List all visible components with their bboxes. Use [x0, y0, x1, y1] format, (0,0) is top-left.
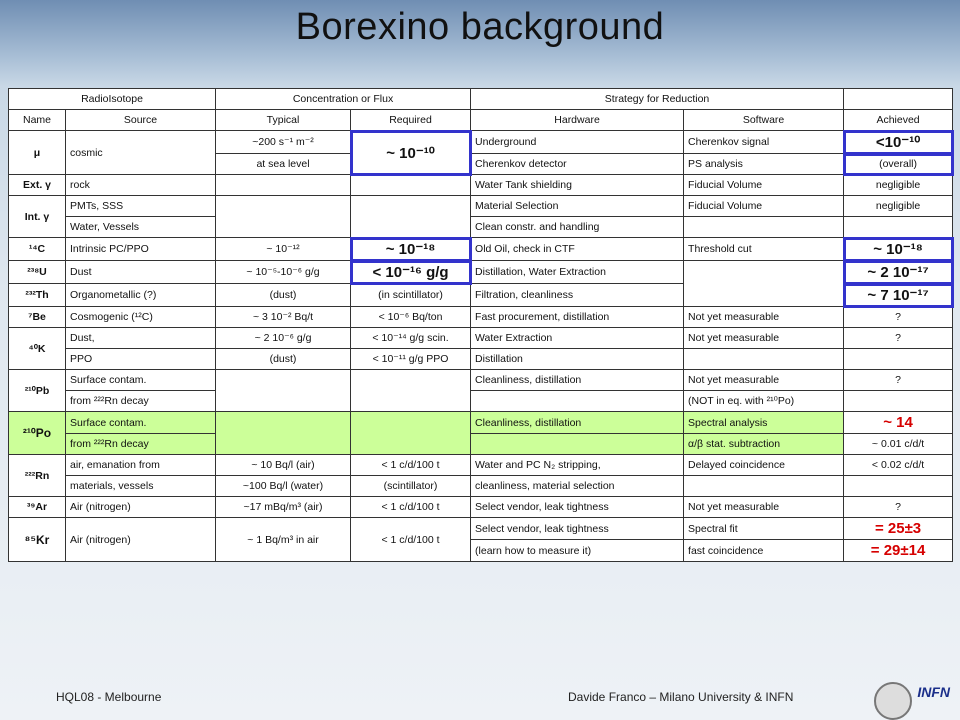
- hardware-cell: Water Extraction: [471, 328, 684, 349]
- typical-cell: at sea level: [216, 154, 351, 175]
- source-cell: PMTs, SSS: [66, 196, 216, 217]
- table-row-kr85: [9, 518, 953, 540]
- required-cell: < 1 c/d/100 t: [351, 497, 471, 518]
- hardware-cell: Water Tank shielding: [471, 175, 684, 196]
- software-cell: Not yet measurable: [684, 307, 844, 328]
- hardware-cell: Filtration, cleanliness: [471, 284, 684, 307]
- achieved-cell: ?: [844, 497, 953, 518]
- typical-cell: ~17 mBq/m³ (air): [216, 497, 351, 518]
- isotope-name: ⁸⁵Kr: [9, 518, 66, 562]
- hardware-cell: Clean constr. and handling: [471, 217, 684, 238]
- achieved-cell: ~ 2 10⁻¹⁷: [844, 261, 953, 284]
- required-cell: < 10⁻¹⁶ g/g: [351, 261, 471, 284]
- software-cell: Not yet measurable: [684, 328, 844, 349]
- software-cell: Fiducial Volume: [684, 196, 844, 217]
- software-cell: Delayed coincidence: [684, 455, 844, 476]
- hardware-cell: Old Oil, check in CTF: [471, 238, 684, 261]
- isotope-name: ⁷Be: [9, 307, 66, 328]
- software-header: Software: [684, 110, 844, 131]
- software-cell: Threshold cut: [684, 238, 844, 261]
- achieved-cell: < 0.02 c/d/t: [844, 455, 953, 476]
- hardware-cell: Material Selection: [471, 196, 684, 217]
- isotope-name: μ: [9, 131, 66, 175]
- required-cell: (scintillator): [351, 476, 471, 497]
- table-row: [9, 455, 953, 476]
- empty-header-cell: [844, 89, 953, 110]
- achieved-cell: ?: [844, 328, 953, 349]
- source-cell: rock: [66, 175, 216, 196]
- hardware-cell: Fast procurement, distillation: [471, 307, 684, 328]
- achieved-cell: ?: [844, 307, 953, 328]
- isotope-name: ²¹⁰Pb: [9, 370, 66, 412]
- source-header: Source: [66, 110, 216, 131]
- slide-title: Borexino background: [295, 6, 665, 48]
- hardware-header: Hardware: [471, 110, 684, 131]
- table-row-po210: [9, 412, 953, 434]
- concentration-header: Concentration or Flux: [216, 89, 471, 110]
- table-row: [9, 196, 953, 217]
- achieved-cell: ~ 7 10⁻¹⁷: [844, 284, 953, 307]
- hardware-cell: Select vendor, leak tightness: [471, 518, 684, 540]
- table-row-po210: [9, 434, 953, 455]
- hardware-cell: Underground: [471, 131, 684, 154]
- required-cell: < 10⁻¹¹ g/g PPO: [351, 349, 471, 370]
- source-cell: from ²²²Rn decay: [66, 391, 216, 412]
- isotope-name: Int. γ: [9, 196, 66, 238]
- name-header: Name: [9, 110, 66, 131]
- required-cell: (in scintillator): [351, 284, 471, 307]
- background-table-wrapper: [8, 88, 952, 562]
- typical-header: Typical: [216, 110, 351, 131]
- source-cell: Air (nitrogen): [66, 497, 216, 518]
- achieved-cell: ~ 10⁻¹⁸: [844, 238, 953, 261]
- achieved-cell: = 29±14: [844, 540, 953, 562]
- background-table: [8, 88, 953, 562]
- typical-cell: ~ 1 Bq/m³ in air: [216, 518, 351, 562]
- typical-cell: ~ 10 Bq/l (air): [216, 455, 351, 476]
- hardware-cell: (learn how to measure it): [471, 540, 684, 562]
- achieved-header: Achieved: [844, 110, 953, 131]
- isotope-name: ²²²Rn: [9, 455, 66, 497]
- required-cell: < 10⁻¹⁴ g/g scin.: [351, 328, 471, 349]
- typical-cell: ~ 10⁻⁵-10⁻⁶ g/g: [216, 261, 351, 284]
- hardware-cell: Cherenkov detector: [471, 154, 684, 175]
- software-cell: α/β stat. subtraction: [684, 434, 844, 455]
- achieved-cell: negligible: [844, 196, 953, 217]
- table-row: [9, 349, 953, 370]
- hardware-cell: Select vendor, leak tightness: [471, 497, 684, 518]
- source-cell: air, emanation from: [66, 455, 216, 476]
- required-cell: < 1 c/d/100 t: [351, 455, 471, 476]
- table-row: [9, 131, 953, 154]
- software-cell: (NOT in eq. with ²¹⁰Po): [684, 391, 844, 412]
- source-cell: Surface contam.: [66, 370, 216, 391]
- source-cell: Water, Vessels: [66, 217, 216, 238]
- table-row: [9, 497, 953, 518]
- infn-logo: INFN: [917, 684, 950, 700]
- hardware-cell: Cleanliness, distillation: [471, 412, 684, 434]
- achieved-cell: = 25±3: [844, 518, 953, 540]
- typical-cell: (dust): [216, 284, 351, 307]
- achieved-cell: <10⁻¹⁰: [844, 131, 953, 154]
- table-row: [9, 238, 953, 261]
- source-cell: Organometallic (?): [66, 284, 216, 307]
- isotope-name: Ext. γ: [9, 175, 66, 196]
- hardware-cell: Cleanliness, distillation: [471, 370, 684, 391]
- header-row-2: [9, 110, 953, 131]
- achieved-cell: (overall): [844, 154, 953, 175]
- footer-author: Davide Franco – Milano University & INFN: [568, 690, 794, 704]
- achieved-cell: ?: [844, 370, 953, 391]
- typical-cell: (dust): [216, 349, 351, 370]
- source-cell: cosmic: [66, 131, 216, 175]
- required-cell: < 1 c/d/100 t: [351, 518, 471, 562]
- achieved-cell: negligible: [844, 175, 953, 196]
- isotope-name: ²¹⁰Po: [9, 412, 66, 455]
- source-cell: Cosmogenic (¹²C): [66, 307, 216, 328]
- isotope-name: ¹⁴C: [9, 238, 66, 261]
- typical-cell: ~200 s⁻¹ m⁻²: [216, 131, 351, 154]
- table-row: [9, 261, 953, 284]
- isotope-name: ²³⁸U: [9, 261, 66, 284]
- table-row: [9, 217, 953, 238]
- footer-conference: HQL08 - Melbourne: [56, 690, 162, 704]
- source-cell: from ²²²Rn decay: [66, 434, 216, 455]
- software-cell: Not yet measurable: [684, 497, 844, 518]
- header-row-1: [9, 89, 953, 110]
- typical-cell: ~ 2 10⁻⁶ g/g: [216, 328, 351, 349]
- table-row: [9, 328, 953, 349]
- software-cell: PS analysis: [684, 154, 844, 175]
- table-row: [9, 370, 953, 391]
- isotope-name: ⁴⁰K: [9, 328, 66, 370]
- software-cell: fast coincidence: [684, 540, 844, 562]
- typical-cell: ~100 Bq/l (water): [216, 476, 351, 497]
- hardware-cell: Water and PC N₂ stripping,: [471, 455, 684, 476]
- software-cell: Cherenkov signal: [684, 131, 844, 154]
- typical-cell: ~ 3 10⁻² Bq/t: [216, 307, 351, 328]
- achieved-cell: ~ 0.01 c/d/t: [844, 434, 953, 455]
- source-cell: PPO: [66, 349, 216, 370]
- required-cell: ~ 10⁻¹⁸: [351, 238, 471, 261]
- hardware-cell: cleanliness, material selection: [471, 476, 684, 497]
- isotope-name: ³⁹Ar: [9, 497, 66, 518]
- hardware-cell: Distillation: [471, 349, 684, 370]
- software-cell: Spectral analysis: [684, 412, 844, 434]
- source-cell: materials, vessels: [66, 476, 216, 497]
- required-header: Required: [351, 110, 471, 131]
- table-row: [9, 307, 953, 328]
- source-cell: Air (nitrogen): [66, 518, 216, 562]
- source-cell: Dust: [66, 261, 216, 284]
- required-cell: < 10⁻⁶ Bq/ton: [351, 307, 471, 328]
- table-row: [9, 476, 953, 497]
- table-row: [9, 175, 953, 196]
- source-cell: Intrinsic PC/PPO: [66, 238, 216, 261]
- table-row: [9, 391, 953, 412]
- source-cell: Surface contam.: [66, 412, 216, 434]
- software-cell: Fiducial Volume: [684, 175, 844, 196]
- required-cell: ~ 10⁻¹⁰: [351, 131, 471, 175]
- typical-cell: ~ 10⁻¹²: [216, 238, 351, 261]
- hardware-cell: Distillation, Water Extraction: [471, 261, 684, 284]
- source-cell: Dust,: [66, 328, 216, 349]
- achieved-cell: ~ 14: [844, 412, 953, 434]
- radioisotope-header: RadioIsotope: [9, 89, 216, 110]
- software-cell: Not yet measurable: [684, 370, 844, 391]
- isotope-name: ²³²Th: [9, 284, 66, 307]
- software-cell: Spectral fit: [684, 518, 844, 540]
- university-seal-icon: [874, 682, 912, 720]
- strategy-header: Strategy for Reduction: [471, 89, 844, 110]
